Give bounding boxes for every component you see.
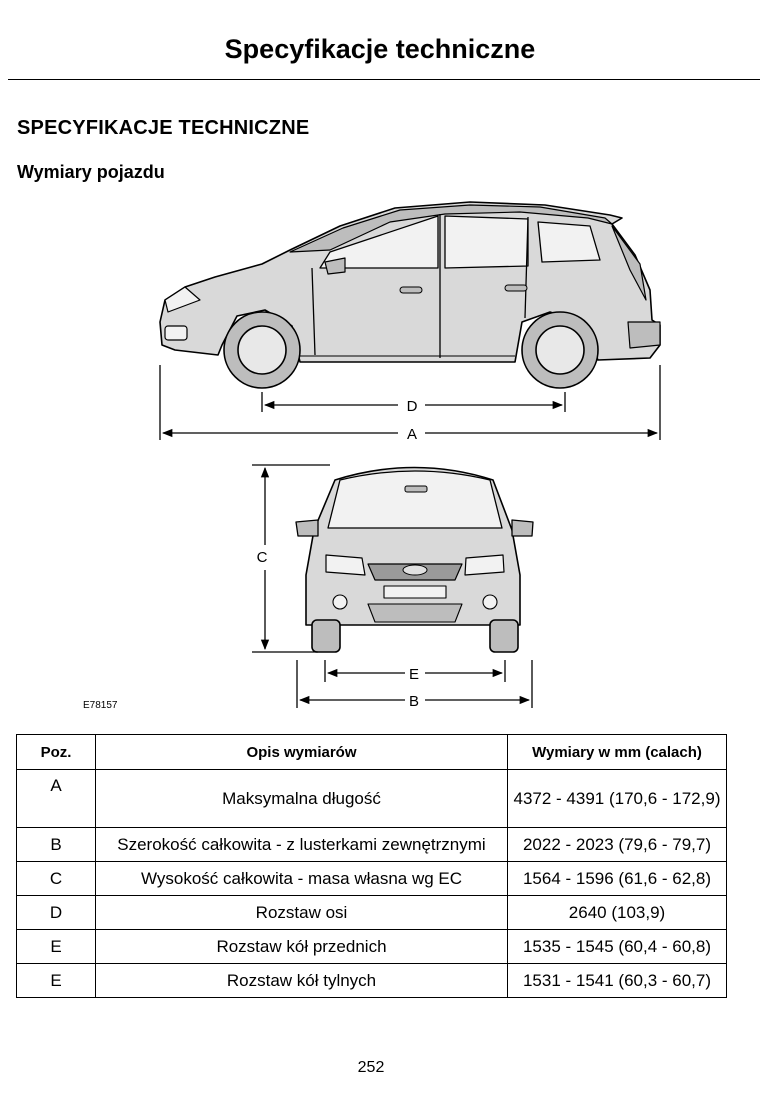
cell-value: 1531 - 1541 (60,3 - 60,7)	[508, 964, 727, 998]
cell-description: Rozstaw kół przednich	[96, 930, 508, 964]
cell-pos: B	[17, 828, 96, 862]
cell-value: 1564 - 1596 (61,6 - 62,8)	[508, 862, 727, 896]
cell-description: Rozstaw osi	[96, 896, 508, 930]
cell-value: 4372 - 4391 (170,6 - 172,9)	[508, 770, 727, 828]
cell-description: Wysokość całkowita - masa własna wg EC	[96, 862, 508, 896]
vehicle-dimensions-diagram	[140, 195, 680, 720]
cell-pos: E	[17, 930, 96, 964]
header-pos: Poz.	[17, 735, 96, 770]
table-header-row	[17, 735, 727, 770]
cell-description: Maksymalna długość	[96, 770, 508, 828]
car-front-view	[296, 468, 533, 653]
cell-description: Rozstaw kół tylnych	[96, 964, 508, 998]
table-row	[17, 770, 727, 828]
cell-value: 2640 (103,9)	[508, 896, 727, 930]
page-header-title: Specyfikacje techniczne	[224, 34, 536, 64]
dimension-label-a: A	[406, 426, 418, 443]
cell-description: Szerokość całkowita - z lusterkami zewnętrznymi	[96, 828, 508, 862]
cell-pos: A	[17, 770, 96, 828]
cell-pos: C	[17, 862, 96, 896]
page-number: 252	[357, 1059, 385, 1076]
dimensions-table	[16, 734, 727, 998]
table-row	[17, 964, 727, 998]
table-row	[17, 930, 727, 964]
header-value: Wymiary w mm (calach)	[508, 735, 727, 770]
cell-pos: E	[17, 964, 96, 998]
subsection-title: Wymiary pojazdu	[17, 162, 165, 182]
dimension-label-b: B	[408, 693, 420, 710]
cell-pos: D	[17, 896, 96, 930]
table-row	[17, 828, 727, 862]
dimension-label-e: E	[408, 666, 420, 683]
table-row	[17, 896, 727, 930]
header-description: Opis wymiarów	[96, 735, 508, 770]
section-title: SPECYFIKACJE TECHNICZNE	[17, 117, 310, 139]
dimension-label-d: D	[406, 398, 418, 415]
table-row	[17, 862, 727, 896]
cell-value: 1535 - 1545 (60,4 - 60,8)	[508, 930, 727, 964]
header-divider	[8, 79, 760, 80]
dimension-label-c: C	[256, 549, 268, 566]
figure-id: E78157	[83, 700, 118, 711]
cell-value: 2022 - 2023 (79,6 - 79,7)	[508, 828, 727, 862]
